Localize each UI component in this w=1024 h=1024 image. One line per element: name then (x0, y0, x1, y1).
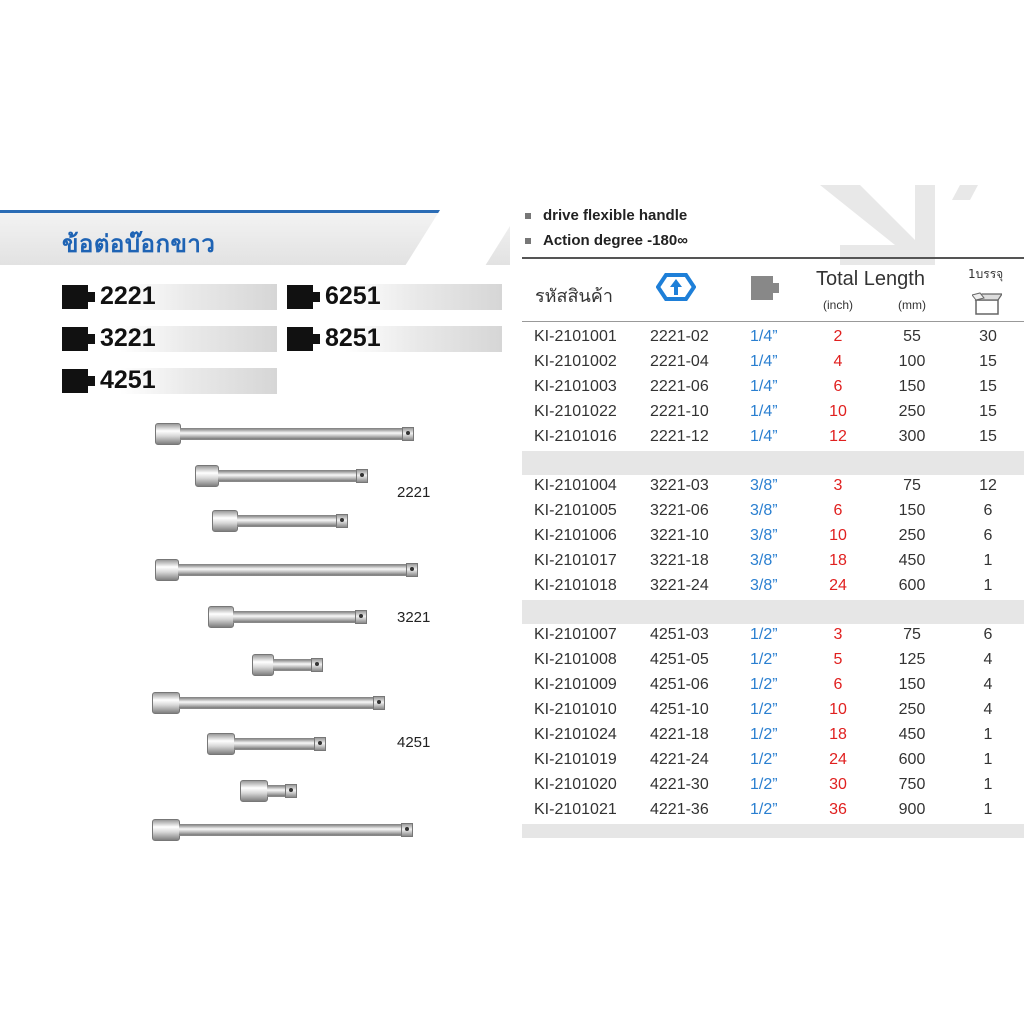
table-row: KI-2101020 4221-30 1/2” 30 750 1 (534, 776, 993, 793)
table-row: KI-2101004 3221-03 3/8” 3 75 12 (534, 477, 997, 494)
drive-square-icon (771, 283, 779, 293)
table-row: KI-2101003 2221-06 1/4” 6 150 15 (534, 378, 997, 395)
note-action-degree: Action degree -180∞ (525, 232, 688, 249)
table-row: KI-2101021 4221-36 1/2” 36 900 1 (534, 801, 993, 818)
bullet-icon (525, 238, 531, 244)
brand-logo-icon (656, 272, 696, 302)
extension-bar-image (212, 510, 347, 530)
group-separator (522, 824, 1024, 838)
extension-bar-image (252, 654, 322, 674)
table-row: KI-2101022 2221-10 1/4” 10 250 15 (534, 403, 997, 420)
extension-bar-image (240, 780, 296, 800)
extension-bar-image (152, 692, 384, 712)
extension-bar-image (155, 559, 417, 579)
extension-bar-image (208, 606, 366, 626)
table-row: KI-2101016 2221-12 1/4” 12 300 15 (534, 428, 997, 445)
drive-square-icon (751, 276, 773, 300)
series-label: 6251 (325, 282, 381, 310)
series-chip-8251 (287, 326, 502, 352)
table-row: KI-2101017 3221-18 3/8” 18 450 1 (534, 552, 993, 569)
table-row: KI-2101024 4221-18 1/2” 18 450 1 (534, 726, 993, 743)
series-label: 4251 (100, 366, 156, 394)
infinity-symbol: ∞ (677, 232, 688, 249)
tool-group-label: 3221 (397, 609, 431, 626)
extension-bar-image (207, 733, 325, 753)
table-row: KI-2101018 3221-24 3/8” 24 600 1 (534, 577, 993, 594)
drive-square-icon (62, 369, 88, 393)
header-product-code: รหัสสินค้า (535, 286, 613, 307)
bullet-icon (525, 213, 531, 219)
extension-bar-image (155, 423, 413, 443)
table-row: KI-2101001 2221-02 1/4” 2 55 30 (534, 328, 997, 345)
table-row: KI-2101008 4251-05 1/2” 5 125 4 (534, 651, 993, 668)
series-label: 8251 (325, 324, 381, 352)
series-label: 3221 (100, 324, 156, 352)
extension-bar-image (152, 819, 412, 839)
header-total-length: Total Length (816, 268, 925, 290)
series-label: 2221 (100, 282, 156, 310)
series-chip-2221 (62, 284, 277, 310)
table-top-rule (522, 257, 1024, 259)
header-pack: 1บรรจุ (968, 267, 1004, 281)
group-separator (522, 600, 1024, 624)
table-row: KI-2101005 3221-06 3/8” 6 150 6 (534, 502, 993, 519)
tool-group-label: 4251 (397, 734, 431, 751)
drive-square-icon (62, 327, 88, 351)
drive-square-icon (62, 285, 88, 309)
group-separator (522, 451, 1024, 475)
tool-group-label: 2221 (397, 484, 431, 501)
table-row: KI-2101006 3221-10 3/8” 10 250 6 (534, 527, 993, 544)
table-row: KI-2101007 4251-03 1/2” 3 75 6 (534, 626, 993, 643)
header-inch: (inch) (823, 298, 854, 312)
series-chip-3221 (62, 326, 277, 352)
drive-square-icon (287, 285, 313, 309)
table-row: KI-2101019 4221-24 1/2” 24 600 1 (534, 751, 993, 768)
extension-bar-image (195, 465, 367, 485)
table-row: KI-2101010 4251-10 1/2” 10 250 4 (534, 701, 993, 718)
box-icon (972, 292, 1002, 316)
header-rule (522, 321, 1024, 322)
series-chip-6251 (287, 284, 502, 310)
note-flexible-handle: drive flexible handle (525, 207, 687, 224)
header-mm: (mm) (898, 298, 926, 312)
page-title: ข้อต่อบ๊อกขาว (62, 230, 216, 258)
series-chip-4251 (62, 368, 277, 394)
table-row: KI-2101002 2221-04 1/4” 4 100 15 (534, 353, 997, 370)
table-row: KI-2101009 4251-06 1/2” 6 150 4 (534, 676, 993, 693)
drive-square-icon (287, 327, 313, 351)
